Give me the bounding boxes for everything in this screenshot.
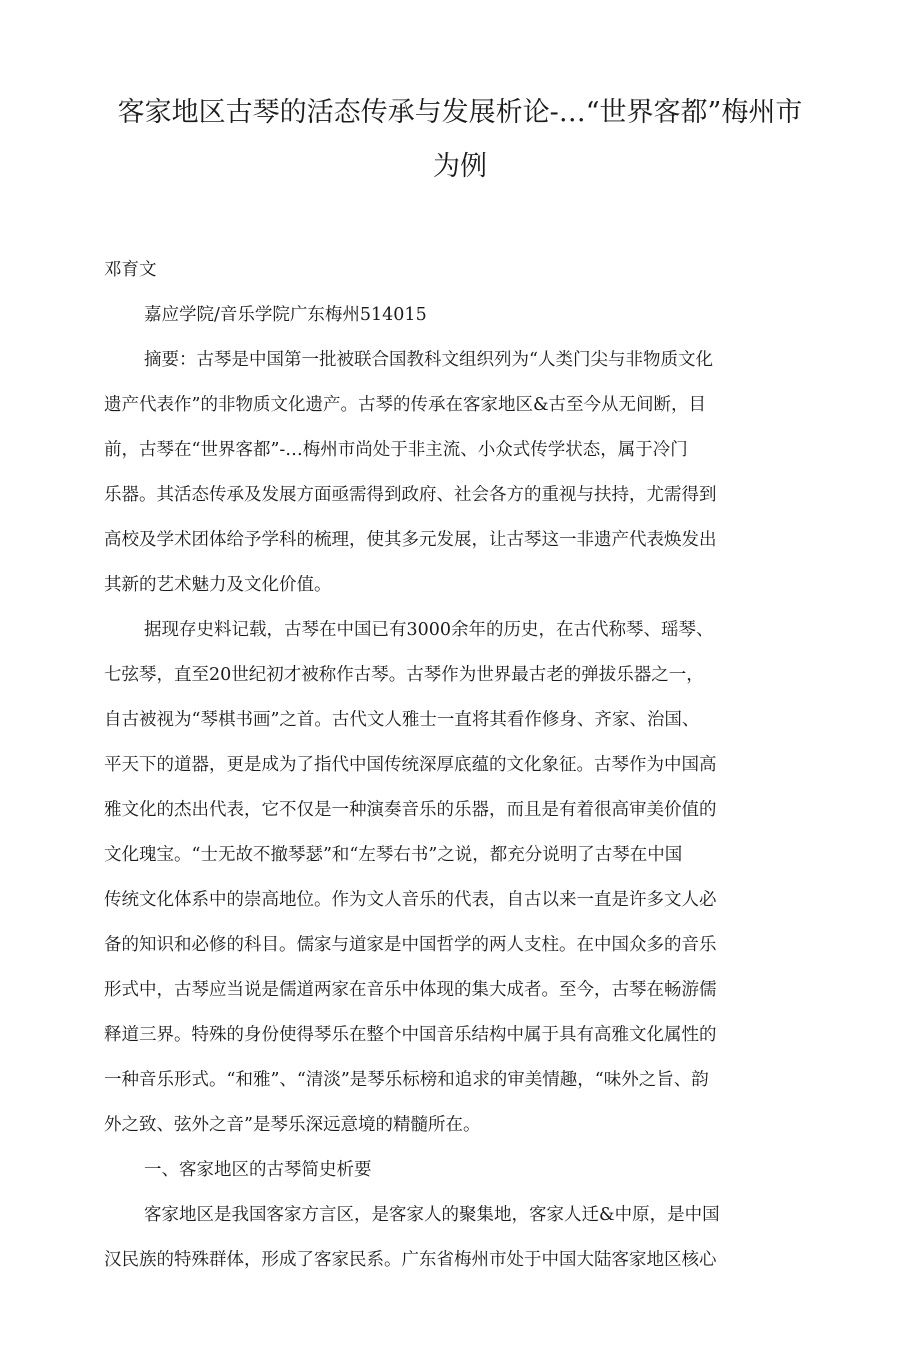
abstract-line: 高校及学术团体给予学科的梳理，使其多元发展，让古琴这一非遗产代表焕发出 — [104, 530, 717, 550]
abstract-line: 乐器。其活态传承及发展方面亟需得到政府、社会各方的重视与扶持，尤需得到 — [104, 485, 717, 505]
body-text-line: 形式中，古琴应当说是儒道两家在音乐中体现的集大成者。至今，古琴在畅游儒 — [104, 980, 717, 1000]
body-text-line: 雅文化的杰出代表，它不仅是一种演奏音乐的乐器，而且是有着很高审美价值的 — [104, 800, 717, 820]
body-text-line: 汉民族的特殊群体，形成了客家民系。广东省梅州市处于中国大陆客家地区核心 — [104, 1250, 717, 1270]
abstract-line: 遗产代表作”的非物质文化遗产。古琴的传承在客家地区&古至今从无间断，目 — [104, 395, 707, 415]
paper-title-line-2: 为例 — [433, 151, 487, 182]
body-text-line: 据现存史料记载，古琴在中国已有3000余年的历史，在古代称琴、瑶琴、 — [144, 620, 714, 640]
body-text-line: 文化瑰宝。“士无故不撤琴瑟”和“左琴右书”之说，都充分说明了古琴在中国 — [104, 845, 683, 865]
body-text-line: 平天下的道器，更是成为了指代中国传统深厚底蕴的文化象征。古琴作为中国高 — [104, 755, 717, 775]
author-affiliation: 嘉应学院/音乐学院广东梅州514015 — [144, 305, 427, 325]
body-text-line: 自古被视为“琴棋书画”之首。古代文人雅士一直将其看作修身、齐家、治国、 — [104, 710, 700, 730]
abstract-line: 前，古琴在“世界客都”-…梅州市尚处于非主流、小众式传学状态，属于冷门 — [104, 440, 688, 460]
abstract-line: 其新的艺术魅力及文化价值。 — [104, 575, 332, 595]
body-text-line: 释道三界。特殊的身份使得琴乐在整个中国音乐结构中属于具有高雅文化属性的 — [104, 1025, 717, 1045]
body-text-line: 备的知识和必修的科目。儒家与道家是中国哲学的两人支柱。在中国众多的音乐 — [104, 935, 717, 955]
body-text-line: 外之致、弦外之音”是琴乐深远意境的精髓所在。 — [104, 1115, 481, 1135]
author-name: 邓育文 — [104, 260, 157, 280]
abstract-line: 摘要：古琴是中国第一批被联合国教科文组织列为“人类门尖与非物质文化 — [144, 350, 713, 370]
body-text-line: 七弦琴，直至20世纪初才被称作古琴。古琴作为世界最古老的弹拔乐器之一， — [104, 665, 704, 685]
body-text-line: 客家地区是我国客家方言区，是客家人的聚集地，客家人迁&中原，是中国 — [144, 1205, 720, 1225]
body-text-line: 一种音乐形式。“和雅”、“清淡”是琴乐标榜和追求的审美情趣，“味外之旨、韵 — [104, 1070, 709, 1090]
paper-title-line-1: 客家地区古琴的活态传承与发展析论-…“世界客都”梅州市 — [117, 97, 803, 128]
section-heading: 一、客家地区的古琴简史析要 — [144, 1160, 372, 1180]
body-text-line: 传统文化体系中的崇高地位。作为文人音乐的代表，自古以来一直是许多文人必 — [104, 890, 717, 910]
